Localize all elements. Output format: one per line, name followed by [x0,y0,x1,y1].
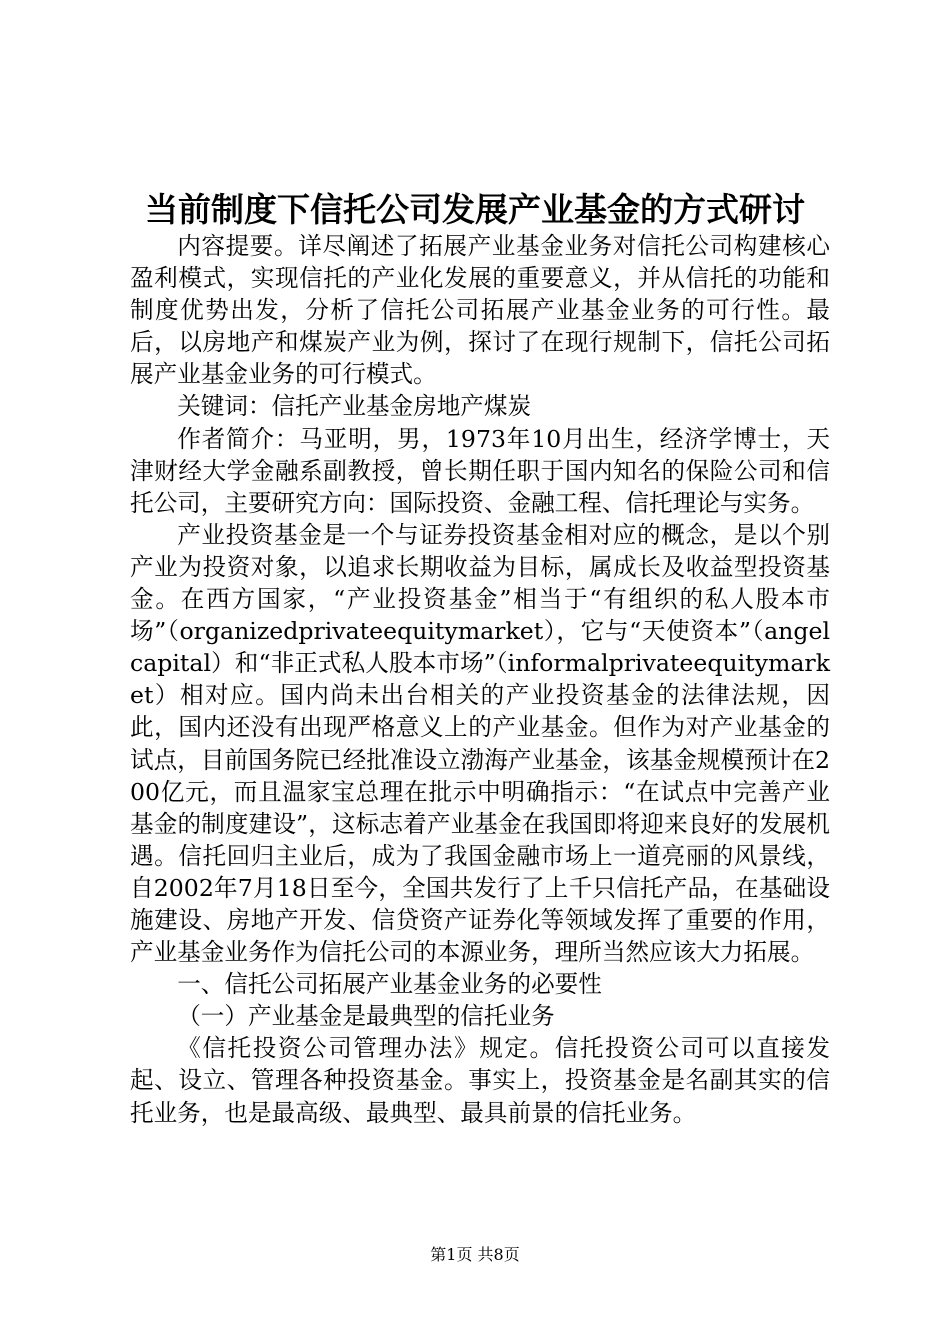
intro-paragraph: 产业投资基金是一个与证券投资基金相对应的概念，是以个别产业为投资对象，以追求长期收益为目标，属成长及收益型投资基金。在西方国家，“产业投资基金”相当于“有组织的私人股本市场”（organizedprivateequitymarket），它与“天使资本”（angelcapital）和“非正式私人股本市场”（informalprivateequitymarket）相对应。国内尚未出台相关的产业投资基金的法律法规，因此，国内还没有出现严格意义上的产业基金。但作为对产业基金的试点，目前国务院已经批准设立渤海产业基金，该基金规模预计在200亿元，而且温家宝总理在批示中明确指示：“在试点中完善产业基金的制度建设”，这标志着产业基金在我国即将迎来良好的发展机遇。信托回归主业后，成为了我国金融市场上一道亮丽的风景线，自2002年7月18日至今，全国共发行了上千只信托产品，在基础设施建设、房地产开发、信贷资产证券化等领域发挥了重要的作用，产业基金业务作为信托公司的本源业务，理所当然应该大力拓展。 [130,520,830,967]
subsection-heading: （一）产业基金是最典型的信托业务 [177,1002,555,1031]
document-title: 当前制度下信托公司发展产业基金的方式研讨 [145,190,805,229]
author-bio-paragraph: 作者简介：马亚明，男，1973年10月出生，经济学博士，天津财经大学金融系副教授，曾长期任职于国内知名的保险公司和信托公司，主要研究方向：国际投资、金融工程、信托理论与实务。 [130,424,830,517]
keywords-paragraph: 关键词：信托产业基金房地产煤炭 [177,392,532,421]
document-body [130,230,830,1129]
body-paragraph: 《信托投资公司管理办法》规定。信托投资公司可以直接发起、设立、管理各种投资基金。事实上，投资基金是名副其实的信托业务，也是最高级、最典型、最具前景的信托业务。 [130,1034,830,1127]
abstract-paragraph: 内容提要。详尽阐述了拓展产业基金业务对信托公司构建核心盈利模式，实现信托的产业化发展的重要意义，并从信托的功能和制度优势出发，分析了信托公司拓展产业基金业务的可行性。最后，以房地产和煤炭产业为例，探讨了在现行规制下，信托公司拓展产业基金业务的可行模式。 [130,232,830,389]
page-footer: 第1页 共8页 [430,1245,520,1264]
section-heading: 一、信托公司拓展产业基金业务的必要性 [177,970,602,999]
